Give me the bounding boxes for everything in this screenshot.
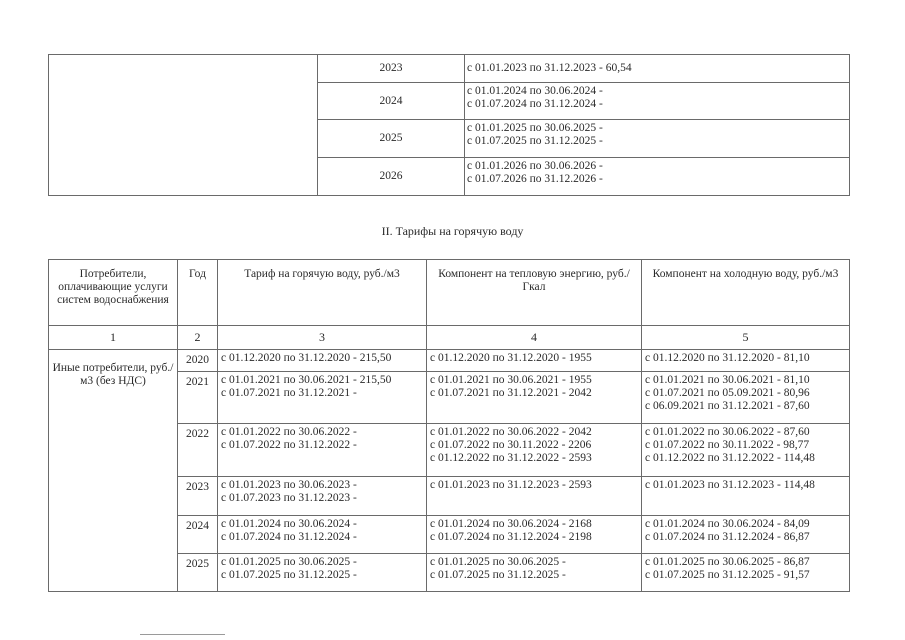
cold-line: с 01.01.2021 по 30.06.2021 - 81,10 <box>645 374 810 386</box>
header-cold-component: Компонент на холодную воду, руб./м3 <box>642 260 850 326</box>
tariff-line: с 01.01.2023 по 30.06.2023 - <box>221 479 357 491</box>
header-year: Год <box>178 260 218 326</box>
heat-cell <box>427 424 642 477</box>
period-line: с 01.01.2024 по 30.06.2024 - <box>467 85 603 97</box>
year-cell: 2026 <box>318 158 465 196</box>
heat-line: с 01.07.2022 по 30.11.2022 - 2206 <box>430 439 592 451</box>
period-cell <box>465 55 850 83</box>
column-number: 3 <box>218 326 427 350</box>
heat-line: с 01.07.2024 по 31.12.2024 - 2198 <box>430 531 592 543</box>
cold-line: с 01.07.2022 по 30.11.2022 - 98,77 <box>645 439 810 451</box>
tariff-cell <box>218 554 427 592</box>
column-number: 5 <box>642 326 850 350</box>
year-cell: 2024 <box>178 516 218 554</box>
cold-cell <box>642 424 850 477</box>
heat-line: с 01.01.2025 по 30.06.2025 - <box>430 556 566 568</box>
section-title: II. Тарифы на горячую воду <box>381 224 524 238</box>
cold-cell <box>642 372 850 424</box>
heat-line: с 01.01.2024 по 30.06.2024 - 2168 <box>430 518 592 530</box>
year-cell: 2025 <box>178 554 218 592</box>
period-cell <box>465 120 850 158</box>
tariff-line: с 01.01.2021 по 30.06.2021 - 215,50 <box>221 374 392 386</box>
cold-line: с 01.12.2022 по 31.12.2022 - 114,48 <box>645 452 815 464</box>
heat-line: с 01.12.2020 по 31.12.2020 - 1955 <box>430 352 592 364</box>
cold-line: с 01.01.2024 по 30.06.2024 - 84,09 <box>645 518 810 530</box>
column-number: 1 <box>49 326 178 350</box>
tariff-cell <box>218 350 427 372</box>
cold-line: с 01.07.2021 по 05.09.2021 - 80,96 <box>645 387 810 399</box>
year-cell: 2020 <box>178 350 218 372</box>
tariff-line: с 01.07.2021 по 31.12.2021 - <box>221 387 357 399</box>
tariff-line: с 01.01.2024 по 30.06.2024 - <box>221 518 357 530</box>
header-consumers: Потребители, оплачивающие услуги систем водоснабжения <box>49 260 178 326</box>
tariff-line: с 01.01.2025 по 30.06.2025 - <box>221 556 357 568</box>
heat-line: с 01.01.2021 по 30.06.2021 - 1955 <box>430 374 592 386</box>
cold-line: с 01.01.2022 по 30.06.2022 - 87,60 <box>645 426 810 438</box>
column-number: 2 <box>178 326 218 350</box>
period-line: с 01.01.2023 по 31.12.2023 - 60,54 <box>467 62 632 74</box>
heat-cell <box>427 350 642 372</box>
cold-line: с 01.07.2025 по 31.12.2025 - 91,57 <box>645 569 810 581</box>
heat-line: с 01.01.2023 по 31.12.2023 - 2593 <box>430 479 592 491</box>
period-line: с 01.01.2025 по 30.06.2025 - <box>467 122 603 134</box>
consumer-cell: Иные потребители, руб./м3 (без НДС) <box>49 350 178 592</box>
cold-line: с 06.09.2021 по 31.12.2021 - 87,60 <box>645 400 810 412</box>
year-cell: 2023 <box>318 55 465 83</box>
cold-line: с 01.12.2020 по 31.12.2020 - 81,10 <box>645 352 810 364</box>
tariff-line: с 01.07.2025 по 31.12.2025 - <box>221 569 357 581</box>
period-line: с 01.07.2025 по 31.12.2025 - <box>467 135 603 147</box>
header-heat-component: Компонент на тепловую энергию, руб./Гкал <box>427 260 642 326</box>
page-rule <box>140 634 225 635</box>
header-row <box>49 260 850 326</box>
cold-cell <box>642 350 850 372</box>
year-cell: 2024 <box>318 83 465 120</box>
heat-line: с 01.01.2022 по 30.06.2022 - 2042 <box>430 426 592 438</box>
column-number-row <box>49 326 850 350</box>
cold-line: с 01.01.2023 по 31.12.2023 - 114,48 <box>645 479 815 491</box>
heat-cell <box>427 372 642 424</box>
period-cell <box>465 83 850 120</box>
tariff-cell <box>218 372 427 424</box>
hot-water-tariff-table <box>48 259 850 592</box>
tariff-line: с 01.07.2023 по 31.12.2023 - <box>221 492 357 504</box>
period-line: с 01.07.2024 по 31.12.2024 - <box>467 98 603 110</box>
tariff-cell <box>218 424 427 477</box>
year-cell: 2025 <box>318 120 465 158</box>
blank-consumer-cell <box>49 55 318 196</box>
cold-cell <box>642 516 850 554</box>
year-cell: 2021 <box>178 372 218 424</box>
heat-cell <box>427 554 642 592</box>
previous-tariff-table <box>48 54 850 196</box>
tariff-cell <box>218 477 427 516</box>
cold-cell <box>642 477 850 516</box>
tariff-line: с 01.01.2022 по 30.06.2022 - <box>221 426 357 438</box>
heat-line: с 01.12.2022 по 31.12.2022 - 2593 <box>430 452 592 464</box>
period-line: с 01.01.2026 по 30.06.2026 - <box>467 160 603 172</box>
period-line: с 01.07.2026 по 31.12.2026 - <box>467 173 603 185</box>
period-cell <box>465 158 850 196</box>
tariff-line: с 01.12.2020 по 31.12.2020 - 215,50 <box>221 352 392 364</box>
cold-cell <box>642 554 850 592</box>
tariff-line: с 01.07.2022 по 31.12.2022 - <box>221 439 357 451</box>
table-row <box>49 55 850 83</box>
year-cell: 2022 <box>178 424 218 477</box>
cold-line: с 01.01.2025 по 30.06.2025 - 86,87 <box>645 556 810 568</box>
tariff-cell <box>218 516 427 554</box>
tariff-line: с 01.07.2024 по 31.12.2024 - <box>221 531 357 543</box>
table-row <box>49 350 850 372</box>
column-number: 4 <box>427 326 642 350</box>
heat-cell <box>427 516 642 554</box>
cold-line: с 01.07.2024 по 31.12.2024 - 86,87 <box>645 531 810 543</box>
heat-cell <box>427 477 642 516</box>
year-cell: 2023 <box>178 477 218 516</box>
heat-line: с 01.07.2021 по 31.12.2021 - 2042 <box>430 387 592 399</box>
header-tariff: Тариф на горячую воду, руб./м3 <box>218 260 427 326</box>
heat-line: с 01.07.2025 по 31.12.2025 - <box>430 569 566 581</box>
